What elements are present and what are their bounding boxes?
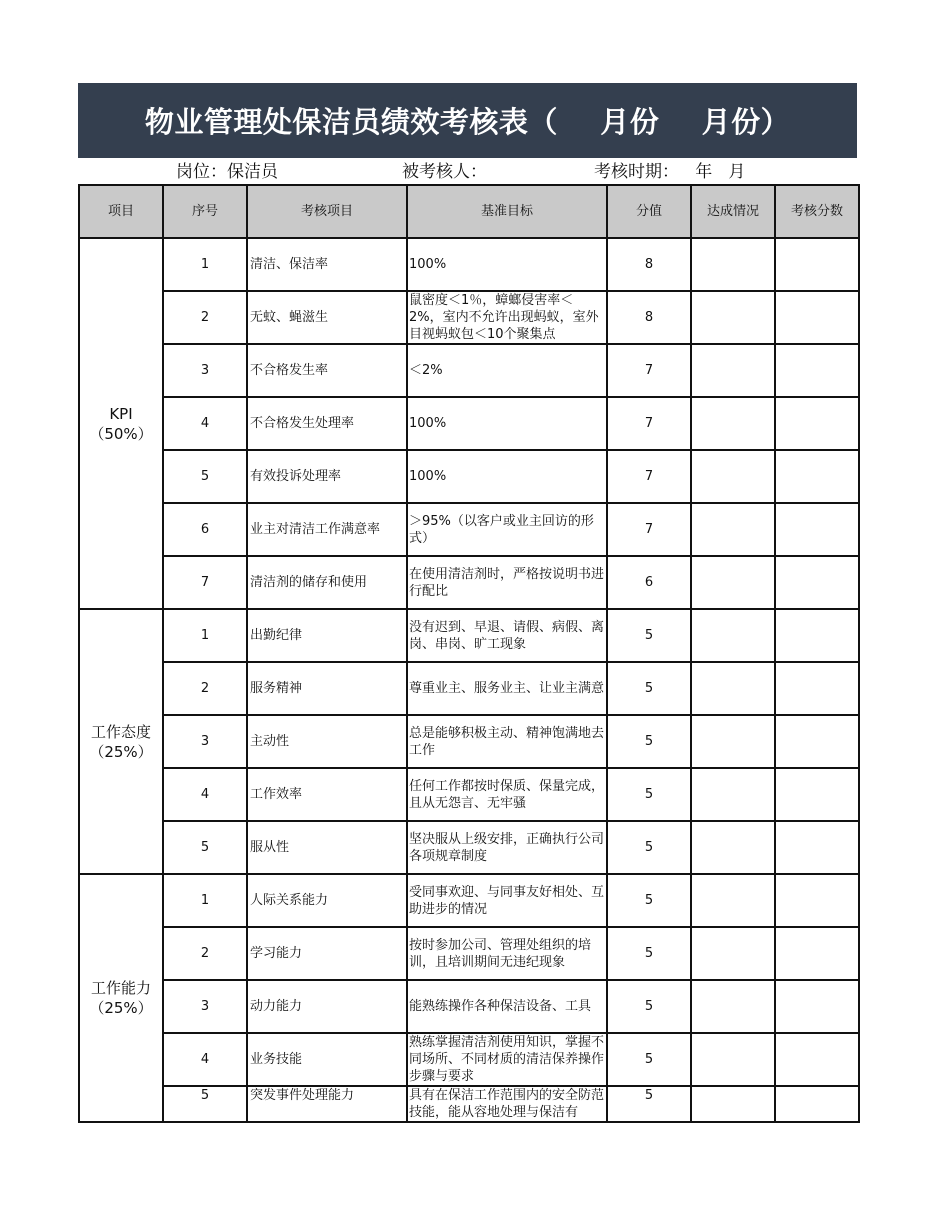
score-value: 5 [607, 1033, 691, 1086]
table-row [79, 1086, 859, 1122]
target-text: 100% [407, 450, 607, 503]
table-row [79, 715, 859, 768]
score-value: 5 [607, 1086, 691, 1122]
assessment-score-cell[interactable] [775, 344, 859, 397]
row-number: 1 [163, 609, 247, 662]
target-text: 受同事欢迎、与同事友好相处、互助进步的情况 [407, 874, 607, 927]
assessment-score-cell[interactable] [775, 927, 859, 980]
period-label: 考核时期： 年 月 [594, 162, 746, 182]
table-row [79, 768, 859, 821]
table-row [79, 450, 859, 503]
item-name: 主动性 [247, 715, 407, 768]
row-number: 5 [163, 450, 247, 503]
achievement-cell[interactable] [691, 556, 775, 609]
row-number: 2 [163, 291, 247, 344]
row-number: 4 [163, 768, 247, 821]
row-number: 4 [163, 1033, 247, 1086]
table-row [79, 874, 859, 927]
assessment-score-cell[interactable] [775, 397, 859, 450]
header-cell: 序号 [163, 185, 247, 238]
target-text: 尊重业主、服务业主、让业主满意 [407, 662, 607, 715]
table-row [79, 662, 859, 715]
assessment-score-cell[interactable] [775, 715, 859, 768]
assessment-score-cell[interactable] [775, 450, 859, 503]
score-value: 5 [607, 874, 691, 927]
position-label: 岗位：保洁员 [176, 162, 278, 182]
table-row [79, 556, 859, 609]
score-value: 5 [607, 980, 691, 1033]
row-number: 5 [163, 821, 247, 874]
score-value: 5 [607, 715, 691, 768]
row-number: 3 [163, 980, 247, 1033]
target-text: 能熟练操作各种保洁设备、工具 [407, 980, 607, 1033]
assessment-score-cell[interactable] [775, 1086, 859, 1122]
table-row [79, 980, 859, 1033]
item-name: 清洁、保洁率 [247, 238, 407, 291]
assessment-score-cell[interactable] [775, 980, 859, 1033]
group-cell-attitude: 工作态度 （25%） [79, 609, 163, 874]
item-name: 清洁剂的储存和使用 [247, 556, 407, 609]
row-number: 1 [163, 874, 247, 927]
assessment-score-cell[interactable] [775, 768, 859, 821]
item-name: 服务精神 [247, 662, 407, 715]
target-text: 熟练掌握清洁剂使用知识，掌握不同场所、不同材质的清洁保养操作步骤与要求 [407, 1033, 607, 1086]
row-number: 1 [163, 238, 247, 291]
target-text: 按时参加公司、管理处组织的培训，且培训期间无违纪现象 [407, 927, 607, 980]
achievement-cell[interactable] [691, 397, 775, 450]
item-name: 服从性 [247, 821, 407, 874]
target-text: 坚决服从上级安排，正确执行公司各项规章制度 [407, 821, 607, 874]
item-name: 学习能力 [247, 927, 407, 980]
assessment-table [78, 184, 860, 1123]
score-value: 7 [607, 344, 691, 397]
item-name: 突发事件处理能力 [247, 1086, 407, 1122]
header-cell: 考核项目 [247, 185, 407, 238]
achievement-cell[interactable] [691, 874, 775, 927]
item-name: 业主对清洁工作满意率 [247, 503, 407, 556]
achievement-cell[interactable] [691, 1086, 775, 1122]
assessment-score-cell[interactable] [775, 291, 859, 344]
assessment-score-cell[interactable] [775, 821, 859, 874]
header-cell: 基准目标 [407, 185, 607, 238]
header-cell: 达成情况 [691, 185, 775, 238]
score-value: 5 [607, 768, 691, 821]
row-number: 3 [163, 344, 247, 397]
target-text: 100% [407, 397, 607, 450]
table-row [79, 238, 859, 291]
achievement-cell[interactable] [691, 238, 775, 291]
row-number: 3 [163, 715, 247, 768]
item-name: 不合格发生处理率 [247, 397, 407, 450]
assessment-score-cell[interactable] [775, 503, 859, 556]
header-cell: 项目 [79, 185, 163, 238]
achievement-cell[interactable] [691, 291, 775, 344]
achievement-cell[interactable] [691, 344, 775, 397]
achievement-cell[interactable] [691, 821, 775, 874]
item-name: 无蚊、蝇滋生 [247, 291, 407, 344]
achievement-cell[interactable] [691, 715, 775, 768]
row-number: 7 [163, 556, 247, 609]
table-row [79, 503, 859, 556]
achievement-cell[interactable] [691, 1033, 775, 1086]
assessee-label: 被考核人： [402, 162, 487, 182]
item-name: 不合格发生率 [247, 344, 407, 397]
target-text: 100% [407, 238, 607, 291]
score-value: 7 [607, 503, 691, 556]
item-name: 人际关系能力 [247, 874, 407, 927]
achievement-cell[interactable] [691, 927, 775, 980]
table-row [79, 609, 859, 662]
header-row [79, 185, 859, 238]
target-text: 在使用清洁剂时，严格按说明书进行配比 [407, 556, 607, 609]
score-value: 8 [607, 291, 691, 344]
assessment-score-cell[interactable] [775, 238, 859, 291]
assessment-score-cell[interactable] [775, 662, 859, 715]
row-number: 6 [163, 503, 247, 556]
table-row [79, 927, 859, 980]
row-number: 2 [163, 662, 247, 715]
item-name: 工作效率 [247, 768, 407, 821]
target-text: 任何工作都按时保质、保量完成，且从无怨言、无牢骚 [407, 768, 607, 821]
group-cell-ability: 工作能力 （25%） [79, 874, 163, 1122]
table-row [79, 344, 859, 397]
table-row [79, 291, 859, 344]
score-value: 7 [607, 450, 691, 503]
target-text: 总是能够积极主动、精神饱满地去工作 [407, 715, 607, 768]
group-cell-kpi: KPI （50%） [79, 238, 163, 609]
title-banner [78, 83, 857, 158]
assessment-score-cell[interactable] [775, 556, 859, 609]
assessment-score-cell[interactable] [775, 1033, 859, 1086]
target-text: 具有在保洁工作范围内的安全防范技能，能从容地处理与保洁有 [407, 1086, 607, 1122]
achievement-cell[interactable] [691, 768, 775, 821]
table-row [79, 397, 859, 450]
page-title: 物业管理处保洁员绩效考核表（ 月份 月份） [144, 105, 791, 139]
target-text: 没有迟到、早退、请假、病假、离岗、串岗、旷工现象 [407, 609, 607, 662]
header-cell: 分值 [607, 185, 691, 238]
target-text: ＜2% [407, 344, 607, 397]
row-number: 5 [163, 1086, 247, 1122]
table-row [79, 821, 859, 874]
score-value: 5 [607, 609, 691, 662]
assessment-score-cell[interactable] [775, 874, 859, 927]
row-number: 4 [163, 397, 247, 450]
target-text: ＞95%（以客户或业主回访的形式） [407, 503, 607, 556]
item-name: 动力能力 [247, 980, 407, 1033]
achievement-cell[interactable] [691, 450, 775, 503]
score-value: 5 [607, 662, 691, 715]
score-value: 6 [607, 556, 691, 609]
header-cell: 考核分数 [775, 185, 859, 238]
item-name: 有效投诉处理率 [247, 450, 407, 503]
achievement-cell[interactable] [691, 662, 775, 715]
item-name: 出勤纪律 [247, 609, 407, 662]
score-value: 5 [607, 821, 691, 874]
table-row [79, 1033, 859, 1086]
achievement-cell[interactable] [691, 503, 775, 556]
score-value: 8 [607, 238, 691, 291]
row-number: 2 [163, 927, 247, 980]
assessment-score-cell[interactable] [775, 609, 859, 662]
score-value: 7 [607, 397, 691, 450]
target-text: 鼠密度＜1％，蟑螂侵害率＜2%，室内不允许出现蚂蚁，室外目视蚂蚁包＜10个聚集点 [407, 291, 607, 344]
score-value: 5 [607, 927, 691, 980]
item-name: 业务技能 [247, 1033, 407, 1086]
achievement-cell[interactable] [691, 609, 775, 662]
achievement-cell[interactable] [691, 980, 775, 1033]
